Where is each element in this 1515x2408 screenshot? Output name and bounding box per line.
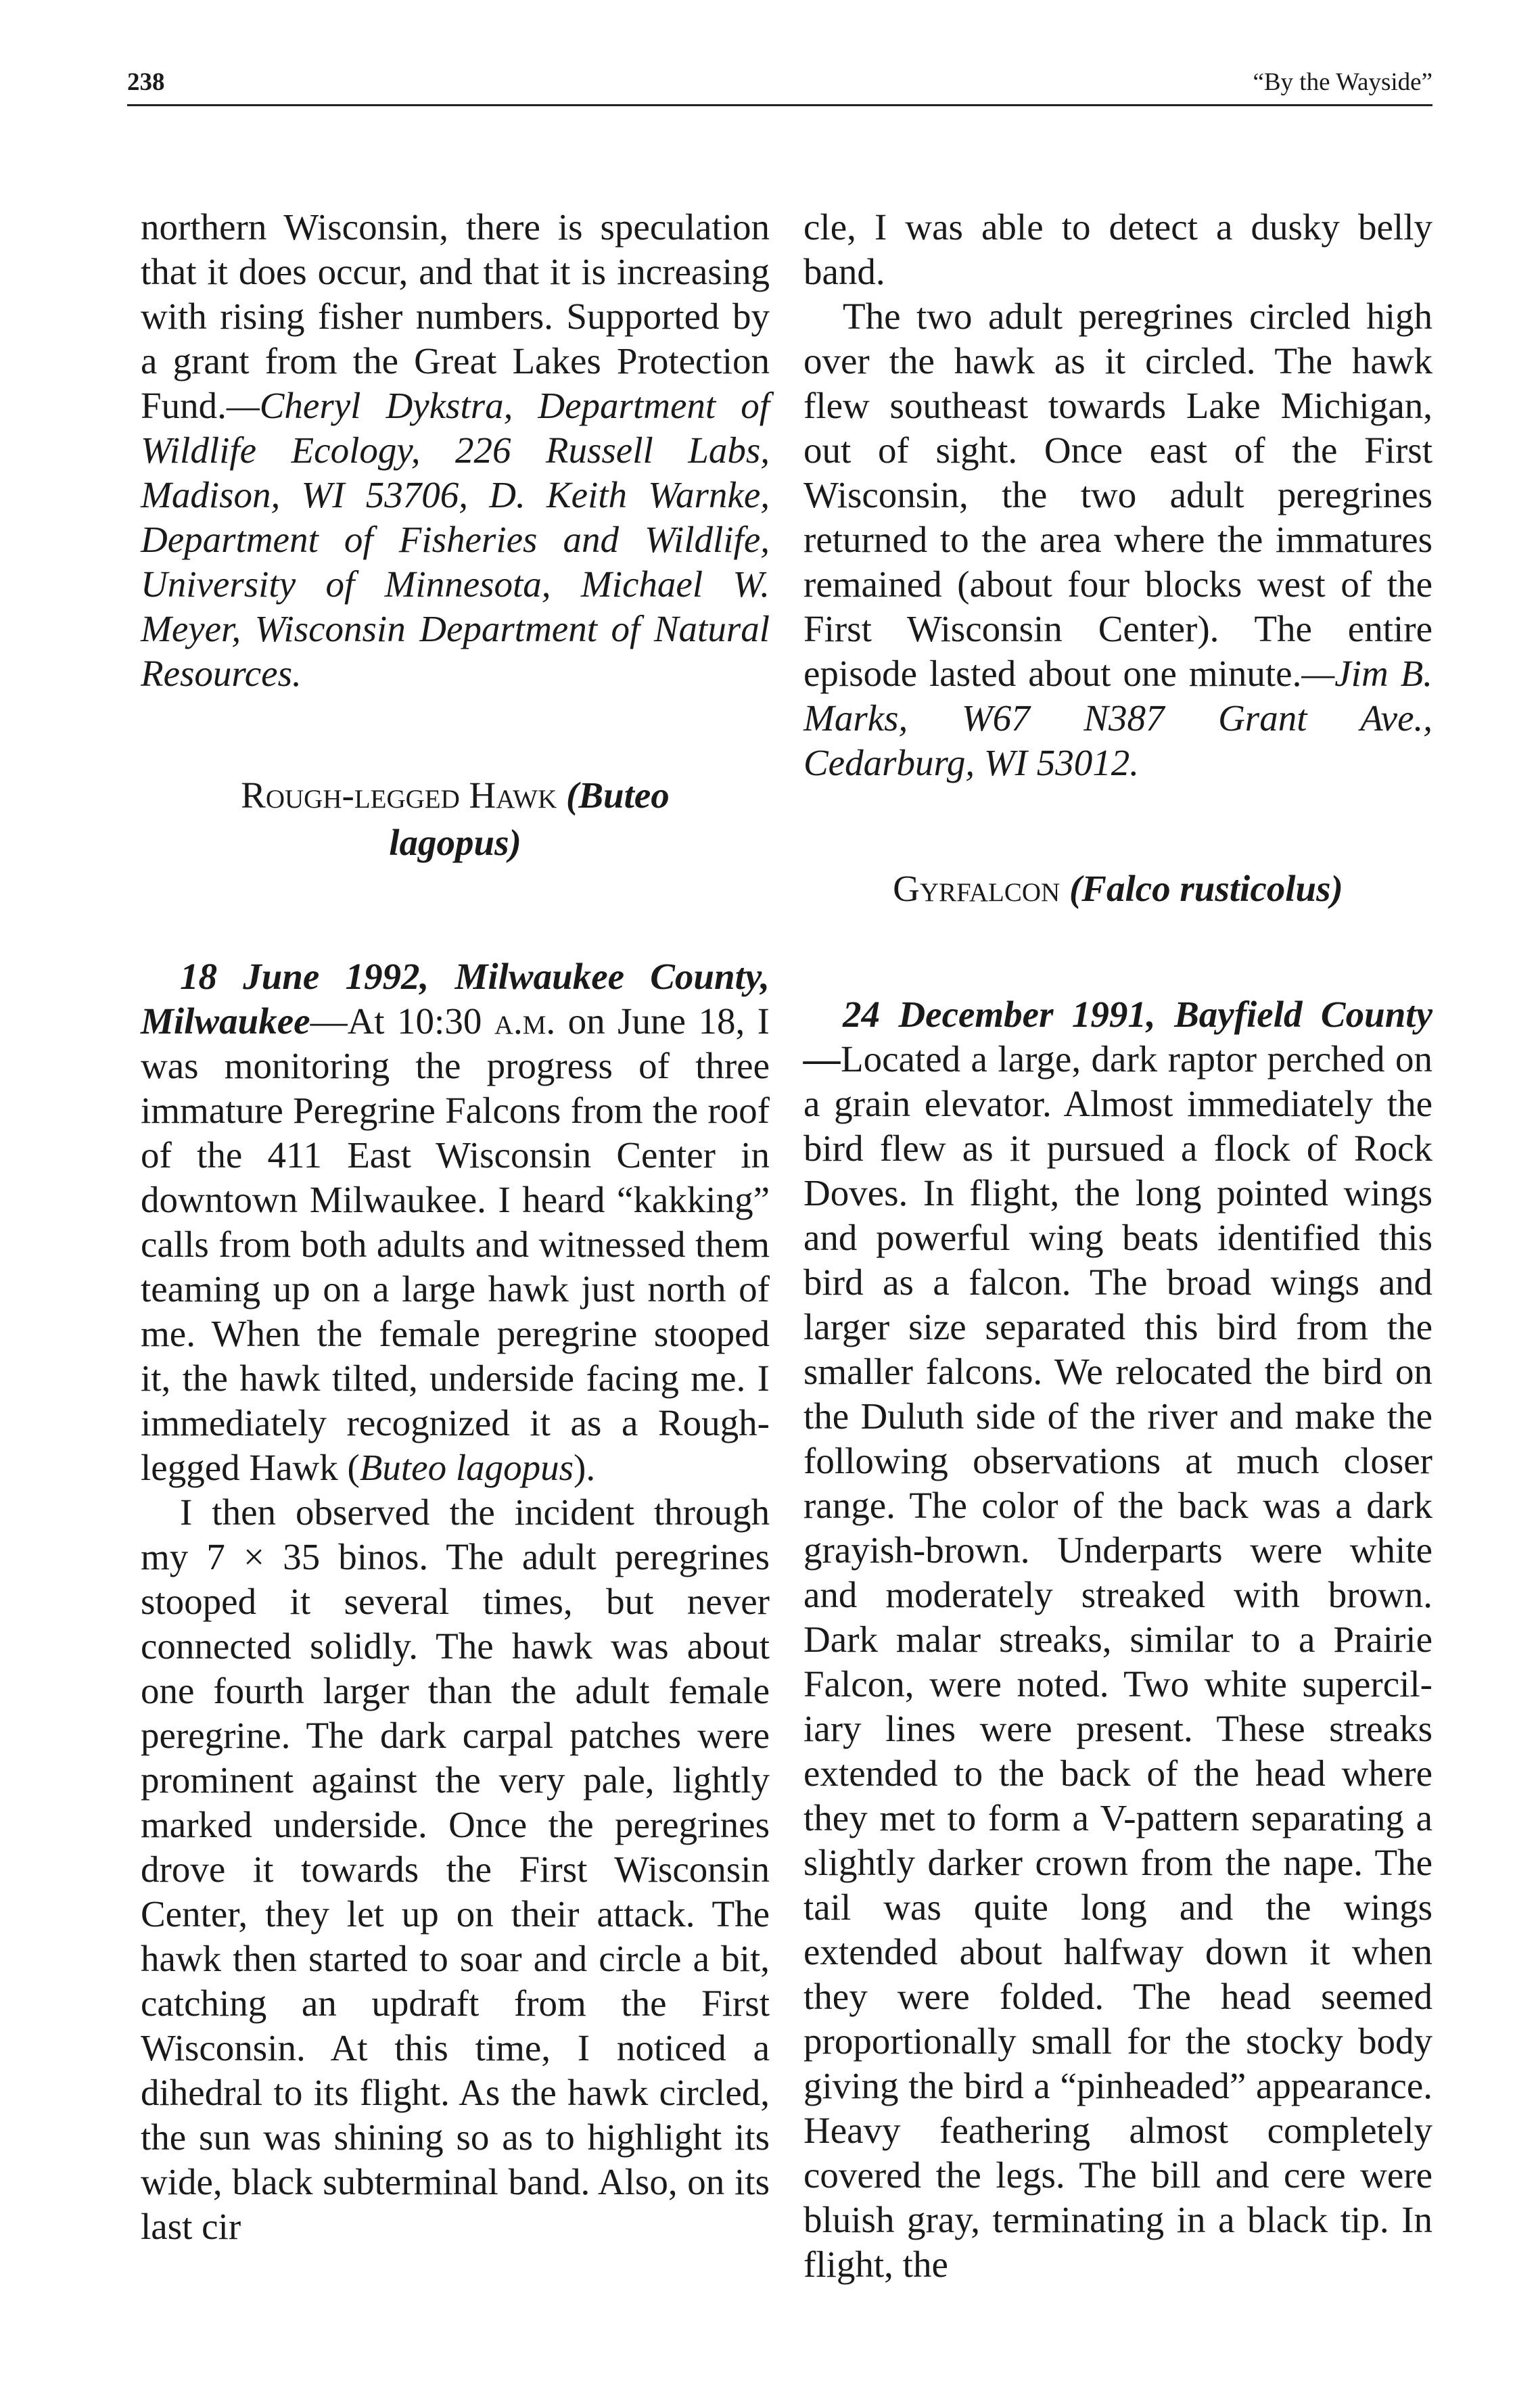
page-header: [127, 62, 1432, 103]
running-head: “By the Wayside”: [1253, 68, 1432, 96]
paragraph-milwaukee-observation: [141, 954, 770, 1490]
paragraph-text: Located a large, dark raptor perched on a grain elevator. Almost immediately the bird flew as it pursued a flock of Rock Doves. In flight, the long pointed wings and powerful wing beats identified this bird as a falcon. The broad wings and larger size separated this bird from the smaller falcons. We relocated the bird on the Duluth side of the river and make the following observations at much closer range. The color of the back was a dark grayish-brown. Underparts were white and moderately streaked with brown. Dark malar streaks, similar to a Prairie Falcon, were noted. Two white superciliary lines were present. These streaks extended to the back of the head where they met to form a V-pattern separating a slightly darker crown from the nape. The tail was quite long and the wings extended about halfway down it when they were folded. The head seemed proportionally small for the stocky body giving the bird a “pinheaded” appearance. Heavy feathering almost completely covered the legs. The bill and cere were bluish gray, terminating in a black tip. In flight, the: [803, 1038, 1432, 2285]
time-suffix: a.m.: [494, 1000, 556, 1042]
left-column: [141, 205, 770, 2249]
paragraph-belly-band: [803, 205, 1432, 294]
species-common-name: Rough-legged Hawk: [241, 774, 557, 816]
latin-name-inline: Buteo lagopus: [359, 1447, 574, 1488]
paragraph-text: —At 10:30: [310, 1000, 494, 1042]
author-credit: —Cheryl Dykstra, Department of Wildlife Ecology, 226 Russell Labs, Madison, WI 53706, D. Keith Warnke, Department of Fisheries and Wildlife, University of Minnesota, Michael W. Meyer, Wisconsin Department of Natural Resources.: [141, 385, 770, 694]
species-latin-name: (Buteo lagopus): [389, 774, 670, 863]
paragraph-peregrines-circled: [803, 294, 1432, 785]
species-heading-gyrfalcon: [803, 865, 1432, 912]
dateline: 18 June 1992, Milwaukee County, Milwaukee: [141, 956, 770, 1042]
paragraph-text: ).: [574, 1447, 596, 1488]
species-latin-name: (Falco rusticolus): [1069, 868, 1343, 909]
header-rule: [127, 104, 1432, 106]
paragraph-bayfield-observation: [803, 992, 1432, 2287]
species-heading-rough-legged-hawk: [141, 772, 770, 866]
right-column: [803, 205, 1432, 2287]
species-common-name: Gyrfalcon: [893, 868, 1060, 909]
page-number: 238: [127, 68, 165, 96]
paragraph-text: on June 18, I was monitoring the progress of three immature Peregrine Falcons from the roof of the 411 East Wisconsin Center in downtown Milwaukee. I heard “kakking” calls from both adults and witnessed them teaming up on a large hawk just north of me. When the female peregrine stooped it, the hawk tilted, underside facing me. I immediately recognized it as a Rough-legged Hawk (: [141, 1000, 770, 1488]
paragraph-text: The two adult peregrines circled high over the hawk as it circled. The hawk flew southeast towards Lake Michigan, out of sight. Once east of the First Wisconsin, the two adult peregrines returned to the area where the immatures remained (about four blocks west of the First Wisconsin Center). The entire episode lasted about one minute.: [803, 296, 1432, 694]
dateline: 24 December 1991, Bayfield County—: [803, 994, 1432, 1080]
paragraph-text: I then observed the incident through my 7 × 35 binos. The adult peregrines stooped it several times, but never connected solidly. The hawk was about one fourth larger than the adult female peregrine. The dark carpal patches were prominent against the very pale, lightly marked underside. Once the peregrines drove it towards the First Wisconsin Center, they let up on their attack. The hawk then started to soar and circle a bit, catching an updraft from the First Wisconsin. At this time, I noticed a dihedral to its flight. As the hawk circled, the sun was shining so as to highlight its wide, black subterminal band. Also, on its last cir: [141, 1491, 770, 2247]
paragraph-text: northern Wisconsin, there is speculation that it does occur, and that it is increasing with rising fisher numbers. Supported by a grant from the Great Lakes Protection Fund.: [141, 206, 770, 426]
author-credit: —Jim B. Marks, W67 N387 Grant Ave., Cedarburg, WI 53012.: [803, 653, 1432, 783]
paragraph-text: cle, I was able to detect a dusky belly band.: [803, 206, 1432, 292]
paragraph-fisher-continued: [141, 205, 770, 696]
paragraph-incident-details: [141, 1490, 770, 2249]
